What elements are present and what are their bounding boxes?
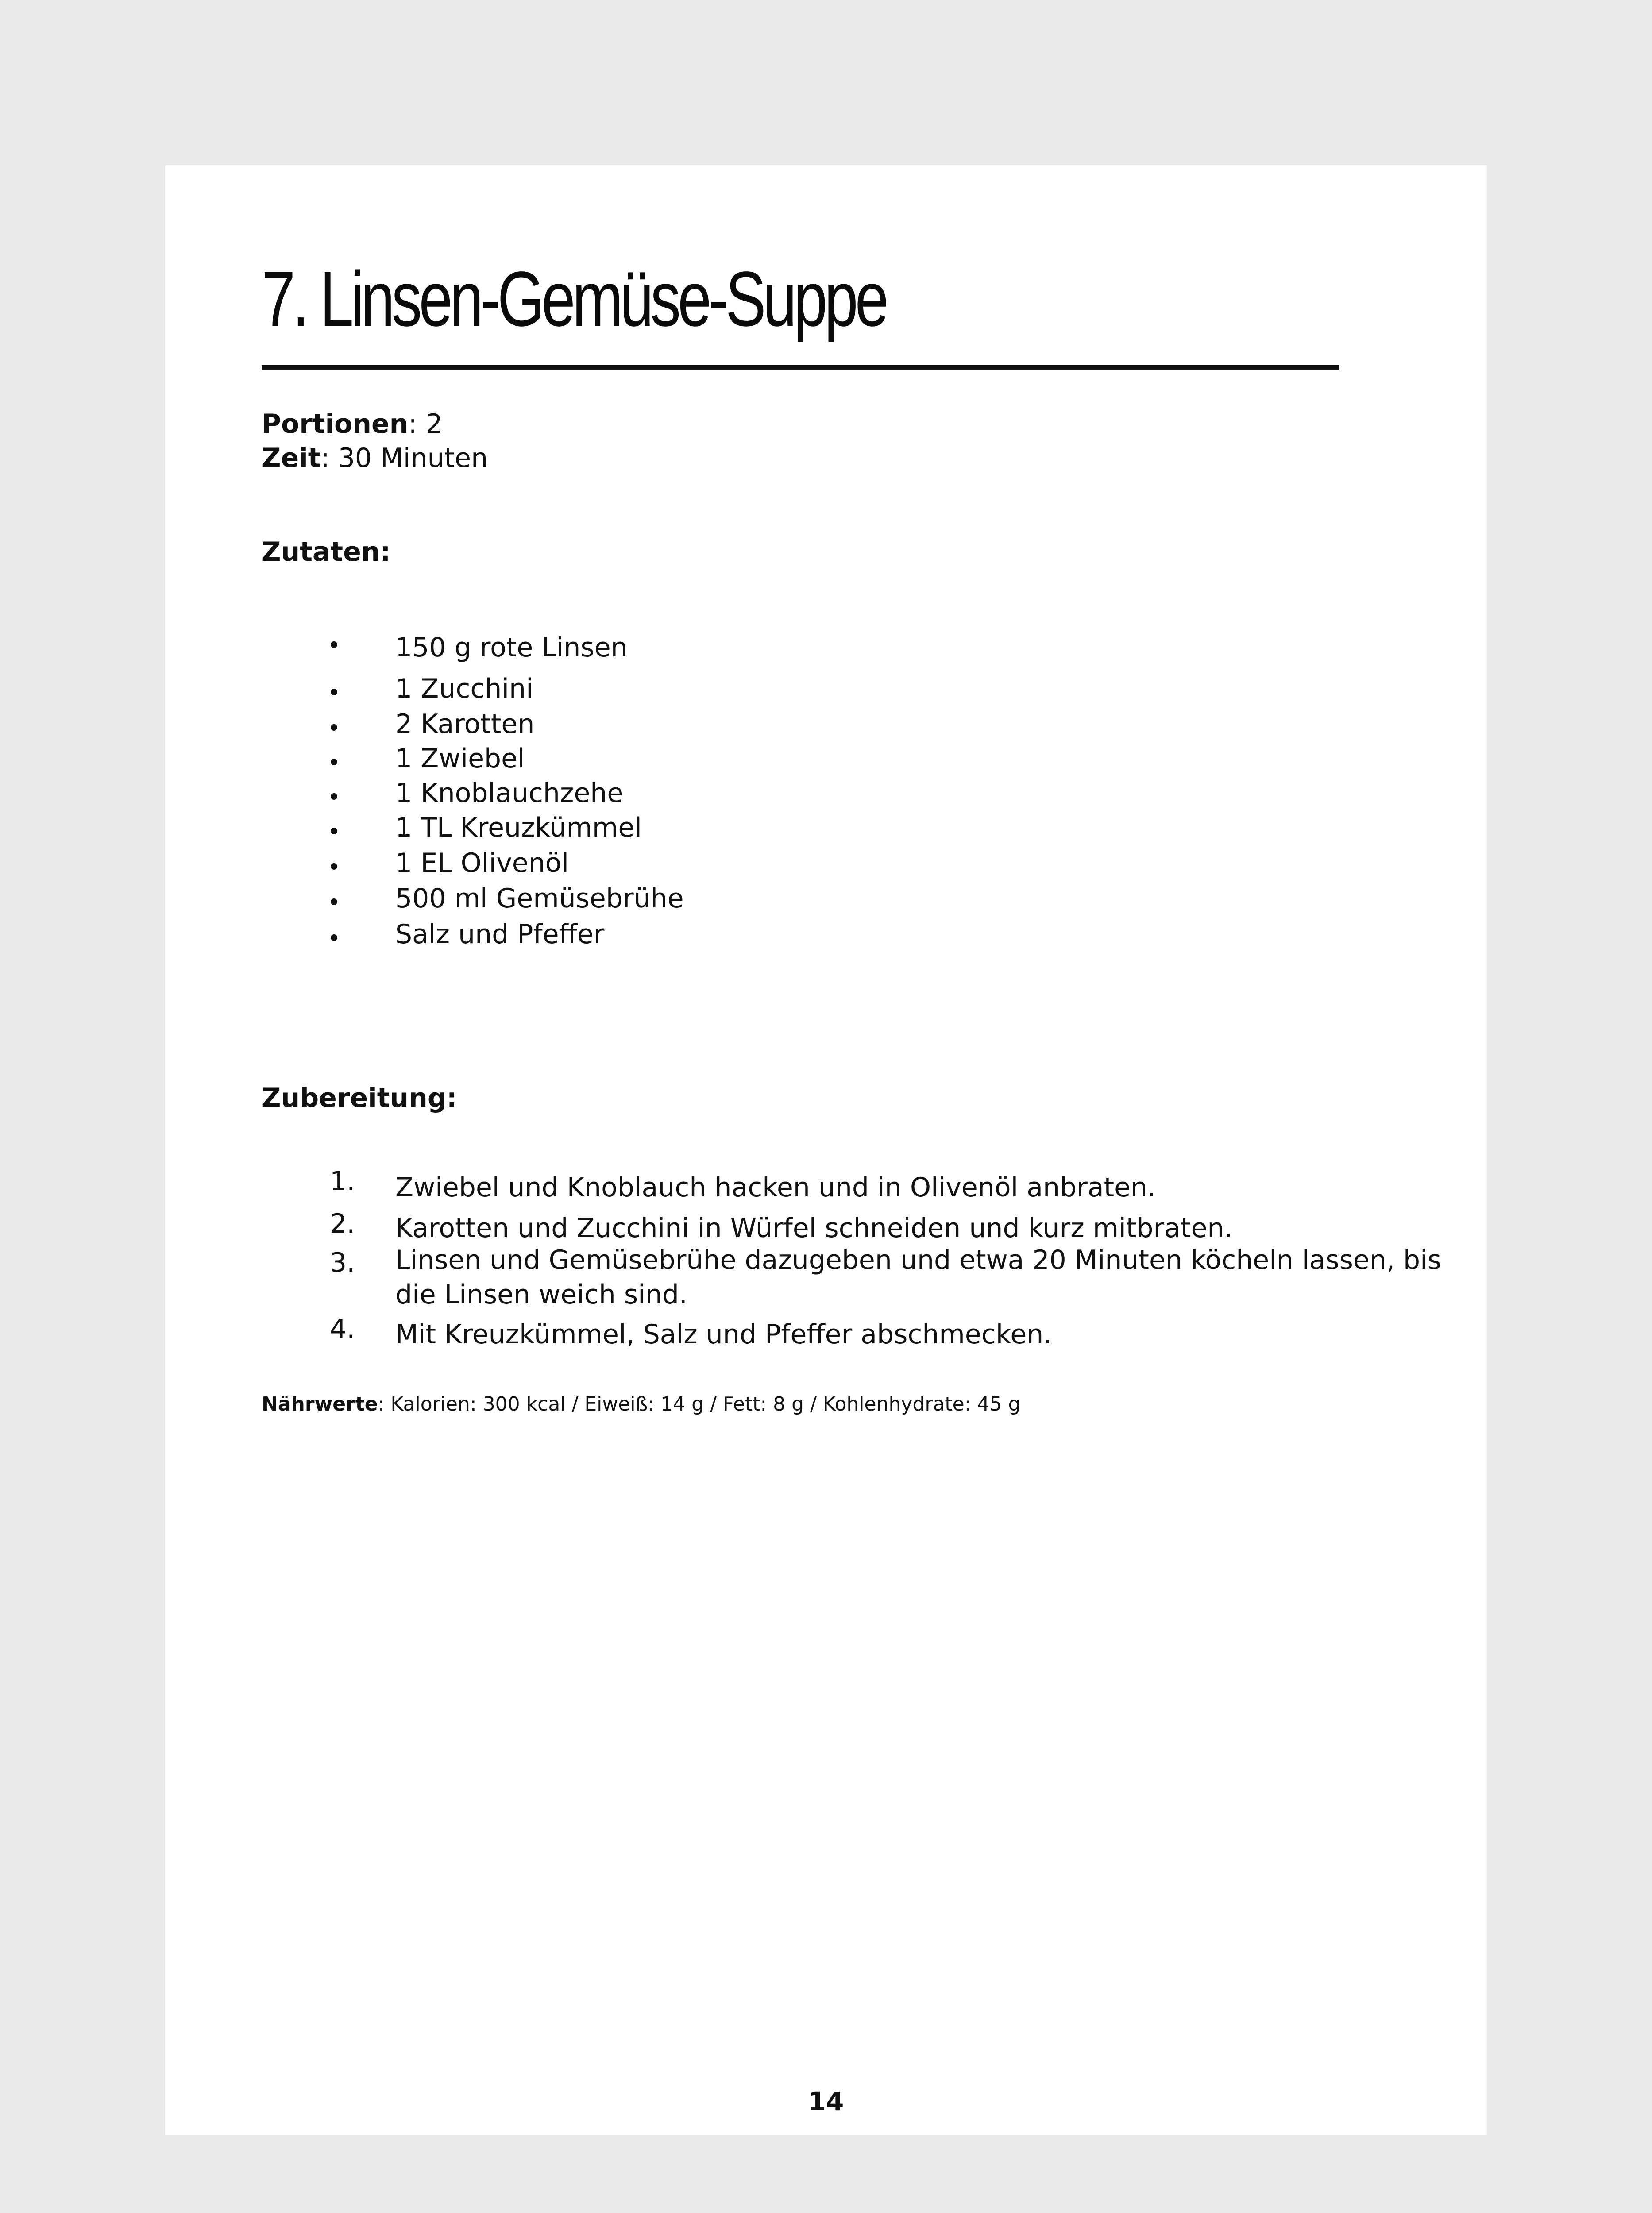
- bullet-dot: [331, 898, 337, 905]
- ingredient-text: Salz und Pfeffer: [395, 919, 605, 950]
- ingredient-text: 1 Knoblauchzehe: [395, 778, 624, 809]
- ingredient-text: 500 ml Gemüsebrühe: [395, 883, 684, 914]
- page-number: 14: [808, 2086, 844, 2117]
- preparation-heading: Zubereitung:: [262, 1083, 457, 1114]
- nutrition-label: Nährwerte: [262, 1393, 378, 1415]
- step-text-continuation: die Linsen weich sind.: [395, 1279, 687, 1310]
- time-line: [262, 443, 488, 474]
- bullet-dot: [331, 934, 337, 941]
- bullet-dot: [331, 724, 337, 731]
- ingredient-text: 1 TL Kreuzkümmel: [395, 812, 642, 843]
- servings-line: [262, 409, 443, 440]
- recipe-title: 7. Linsen-Gemüse-Suppe: [262, 256, 886, 343]
- time-value: : 30 Minuten: [320, 443, 488, 474]
- ingredients-heading: Zutaten:: [262, 536, 391, 567]
- ingredient-text: 1 Zucchini: [395, 673, 533, 704]
- title-underline: [262, 365, 1339, 370]
- ingredient-text: 1 Zwiebel: [395, 743, 525, 774]
- step-number: 3.: [330, 1247, 355, 1278]
- ingredient-text: 2 Karotten: [395, 709, 535, 740]
- ingredient-text: 1 EL Olivenöl: [395, 848, 569, 879]
- nutrition-info: [262, 1395, 1020, 1414]
- step-text: Zwiebel und Knoblauch hacken und in Olivenöl anbraten.: [395, 1172, 1156, 1203]
- step-number: 4.: [330, 1314, 355, 1345]
- bullet-dot: [331, 641, 337, 648]
- document-page: [165, 165, 1487, 2135]
- step-text: Mit Kreuzkümmel, Salz und Pfeffer abschmecken.: [395, 1319, 1052, 1350]
- step-text: Linsen und Gemüsebrühe dazugeben und etwa 20 Minuten köcheln lassen, bis: [395, 1245, 1442, 1276]
- bullet-dot: [331, 793, 337, 800]
- nutrition-values: : Kalorien: 300 kcal / Eiweiß: 14 g / Fett: 8 g / Kohlenhydrate: 45 g: [378, 1393, 1021, 1415]
- step-number: 2.: [330, 1208, 355, 1239]
- step-text: Karotten und Zucchini in Würfel schneiden und kurz mitbraten.: [395, 1213, 1233, 1244]
- bullet-dot: [331, 689, 337, 695]
- bullet-dot: [331, 828, 337, 834]
- time-label: Zeit: [262, 443, 321, 474]
- bullet-dot: [331, 863, 337, 870]
- step-number: 1.: [330, 1166, 355, 1197]
- ingredient-text: 150 g rote Linsen: [395, 632, 628, 663]
- servings-label: Portionen: [262, 409, 409, 440]
- servings-value: : 2: [408, 409, 443, 440]
- bullet-dot: [331, 759, 337, 765]
